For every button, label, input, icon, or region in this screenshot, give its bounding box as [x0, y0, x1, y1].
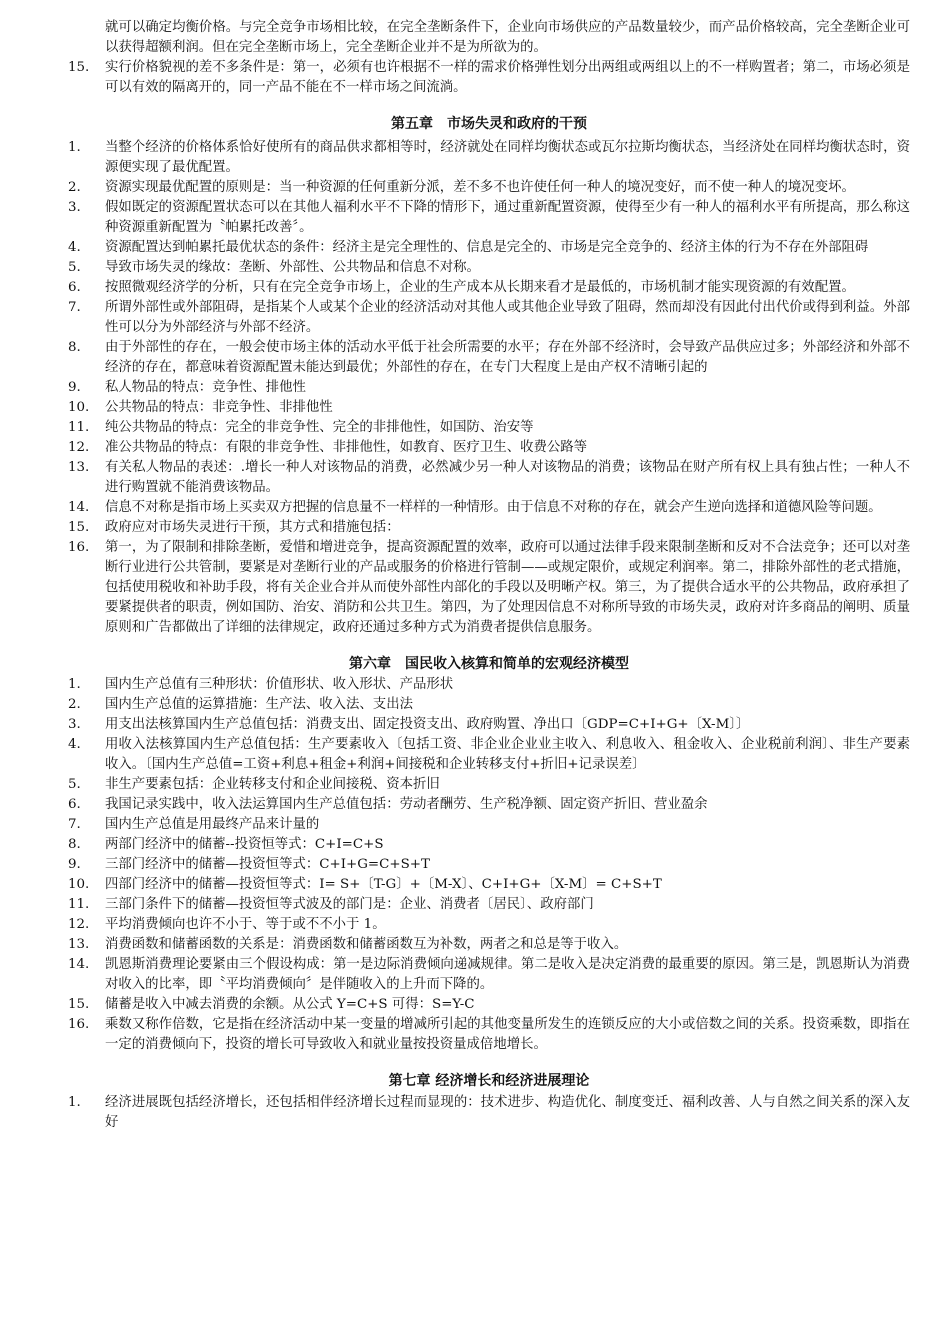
list-item: [68, 438, 910, 458]
list-item: [68, 398, 910, 418]
item-number: 10.: [68, 877, 90, 892]
item-text: 国内生产总值的运算措施：生产法、收入法、支出法: [105, 697, 413, 712]
item-number: 7.: [68, 817, 81, 832]
item-text: 所谓外部性或外部阻碍，是指某个人或某个企业的经济活动对其他人或其他企业导致了阻碍，然而却没有因此付出代价或得到利益。外部性可以分为外部经济与外部不经济。: [105, 300, 910, 335]
item-text: 公共物品的特点：非竞争性、非排他性: [105, 400, 333, 415]
item-number: 4.: [68, 737, 81, 752]
list-item: [68, 338, 910, 378]
item-text: 假如既定的资源配置状态可以在其他人福利水平不下降的情形下，通过重新配置资源，使得至少有一种人的福利水平有所提高，那么称这种资源重新配置为〝帕累托改善〞。: [105, 200, 910, 235]
list-item: [68, 538, 910, 638]
list-item: [68, 815, 910, 835]
item-number: 16.: [68, 1017, 90, 1032]
item-number: 11.: [68, 897, 90, 912]
item-number: 9.: [68, 380, 81, 395]
item-number: 8.: [68, 837, 81, 852]
list-item: [68, 835, 910, 855]
item-text: 用支出法核算国内生产总值包括：消费支出、固定投资支出、政府购置、净出口〔GDP=C+I+G+〔X-M〕〕: [105, 717, 750, 732]
list-item: [68, 875, 910, 895]
item-number: 10.: [68, 400, 90, 415]
item-number: 5.: [68, 777, 81, 792]
list-item: [68, 178, 910, 198]
item-text: 当整个经济的价格体系恰好使所有的商品供求都相等时，经济就处在同样均衡状态或瓦尔拉斯均衡状态，当经济处在同样均衡状态时，资源便实现了最优配置。: [105, 140, 910, 175]
item-text: 经济进展既包括经济增长，还包括相伴经济增长过程而显现的：技术进步、构造优化、制度变迁、福利改善、人与自然之间关系的深入友好: [105, 1095, 910, 1130]
list-item: [68, 935, 910, 955]
item-text: 四部门经济中的储蓄—投资恒等式：I= S+〔T-G〕+〔M-X〕、C+I+G+〔X-M〕= C+S+T: [105, 877, 662, 892]
item-text: 按照微观经济学的分析，只有在完全竞争市场上，企业的生产成本从长期来看才是最低的，市场机制才能实现资源的有效配置。: [105, 280, 855, 295]
list-item: [68, 855, 910, 875]
item-number: 15.: [68, 520, 90, 535]
item-number: 15.: [68, 997, 90, 1012]
list-item: [68, 915, 910, 935]
list-item: [68, 378, 910, 398]
item-text: 国内生产总值是用最终产品来计量的: [105, 817, 320, 832]
item-number: 7.: [68, 300, 81, 315]
document-page: [68, 18, 910, 1133]
item-text: 三部门经济中的储蓄—投资恒等式：C+I+G=C+S+T: [105, 857, 430, 872]
item-number: 9.: [68, 857, 81, 872]
chapter-5-list: [68, 138, 910, 638]
item-text: 三部门条件下的储蓄—投资恒等式波及的部门是：企业、消费者〔居民〕、政府部门: [105, 897, 594, 912]
list-item: [68, 955, 910, 995]
list-item: [68, 238, 910, 258]
item-text: 政府应对市场失灵进行干预，其方式和措施包括：: [105, 520, 400, 535]
item-number: 16.: [68, 540, 90, 555]
item-number: 13.: [68, 937, 90, 952]
item-text: 准公共物品的特点：有限的非竞争性、非排他性，如教育、医疗卫生、收费公路等: [105, 440, 588, 455]
list-item: [68, 735, 910, 775]
list-item: [68, 198, 910, 238]
chapter-6-list: [68, 675, 910, 1055]
item-text: 纯公共物品的特点：完全的非竞争性、完全的非排他性，如国防、治安等: [105, 420, 534, 435]
item-text: 第一，为了限制和排除垄断，爱惜和增进竞争，提高资源配置的效率，政府可以通过法律手段来限制垄断和反对不合法竞争；还可以对垄断行业进行公共管制，要紧是对垄断行业的产品或服务的价格进行管制——或规定限价，或规定利润率。第二，排除外部性的老式措施，包括使用税收和补助手段，将有关企业合并从而使外部性内部化的手段以及明晰产权。第三，为了提供合适水平的公共物品，政府承担了要紧提供者的职责，例如国防、治安、消防和公共卫生。第四，为了处理因信息不对称所导致的市场失灵，政府对许多商品的阐明、质量原则和广告都做出了详细的法律规定，政府还通过多种方式为消费者提供信息服务。: [105, 540, 910, 635]
chapter-5-heading: 第五章 市场失灵和政府的干预: [391, 116, 587, 132]
item-text: 资源配置达到帕累托最优状态的条件：经济主是完全理性的、信息是完全的、市场是完全竞争的、经济主体的行为不存在外部阻碍: [105, 240, 869, 255]
item-text: 资源实现最优配置的原则是：当一种资源的任何重新分派，差不多不也许使任何一种人的境况变好，而不使一种人的境况变坏。: [105, 180, 855, 195]
chapter-7-list: [68, 1093, 910, 1133]
list-item: [68, 418, 910, 438]
list-item: [68, 138, 910, 178]
list-item: [68, 895, 910, 915]
list-item: [68, 498, 910, 518]
item-text: 非生产要素包括：企业转移支付和企业间接税、资本折旧: [105, 777, 440, 792]
item-text: 用收入法核算国内生产总值包括：生产要素收入〔包括工资、非企业企业业主收入、利息收入、租金收入、企业税前利润〕、非生产要素收入。〔国内生产总值=工资+利息+租金+利润+间接税和企业转移支付+折旧+记录误差〕: [105, 737, 910, 772]
item-number: 4.: [68, 240, 81, 255]
list-item: [68, 795, 910, 815]
item-number: 12.: [68, 440, 90, 455]
item-text: 凯恩斯消费理论要紧由三个假设构成：第一是边际消费倾向递减规律。第二是收入是决定消费的最重要的原因。第三是，凯恩斯认为消费对收入的比率，即〝平均消费倾向〞是伴随收入的上升而下降的。: [105, 957, 910, 992]
item-number: 13.: [68, 460, 90, 475]
list-item: [68, 995, 910, 1015]
list-item: [68, 1015, 910, 1055]
list-item: [68, 775, 910, 795]
list-item: [68, 298, 910, 338]
item-number: 15.: [68, 60, 90, 75]
item-text: 两部门经济中的储蓄--投资恒等式：C+I=C+S: [105, 837, 384, 852]
chapter-7-heading: 第七章 经济增长和经济进展理论: [388, 1073, 590, 1089]
item-number: 6.: [68, 797, 81, 812]
item-number: 3.: [68, 717, 81, 732]
item-text: 消费函数和储蓄函数的关系是：消费函数和储蓄函数互为补数，两者之和总是等于收入。: [105, 937, 628, 952]
item-text: 由于外部性的存在，一般会使市场主体的活动水平低于社会所需要的水平；存在外部不经济时，会导致产品供应过多；外部经济和外部不经济的存在，都意味着资源配置未能达到最优；外部性的存在，在专门大程度上是由产权不清晰引起的: [105, 340, 910, 375]
item-number: 2.: [68, 180, 81, 195]
item-text: 我国记录实践中，收入法运算国内生产总值包括：劳动者酬劳、生产税净额、固定资产折旧、营业盈余: [105, 797, 708, 812]
list-item: [68, 1093, 910, 1133]
item-text: 储蓄是收入中减去消费的余额。从公式 Y=C+S 可得：S=Y-C: [105, 997, 475, 1012]
item-number: 2.: [68, 697, 81, 712]
item-number: 11.: [68, 420, 90, 435]
list-item: [68, 518, 910, 538]
item-text: 导致市场失灵的缘故：垄断、外部性、公共物品和信息不对称。: [105, 260, 480, 275]
item-number: 1.: [68, 140, 81, 155]
list-item: [68, 278, 910, 298]
item-text: 信息不对称是指市场上买卖双方把握的信息量不一样样的一种情形。由于信息不对称的存在，就会产生逆向选择和道德风险等问题。: [105, 500, 882, 515]
list-item: [68, 58, 910, 98]
item-text: 乘数又称作倍数，它是指在经济活动中某一变量的增减所引起的其他变量所发生的连锁反应的大小或倍数之间的关系。投资乘数，即指在一定的消费倾向下，投资的增长可导致收入和就业量按投资量成倍地增长。: [105, 1017, 910, 1052]
list-item: [68, 715, 910, 735]
item-number: 1.: [68, 677, 81, 692]
item-number: 3.: [68, 200, 81, 215]
item-number: 6.: [68, 280, 81, 295]
list-item: [68, 458, 910, 498]
item-number: 1.: [68, 1095, 81, 1110]
item-text: 实行价格貌视的差不多条件是：第一，必须有也许根据不一样的需求价格弹性划分出两组或两组以上的不一样购置者；第二，市场必须是可以有效的隔离开的，同一产品不能在不一样市场之间流淌。: [105, 60, 910, 95]
list-item: [68, 675, 910, 695]
item-number: 14.: [68, 500, 90, 515]
continuation-paragraph: 就可以确定均衡价格。与完全竞争市场相比较，在完全垄断条件下，企业向市场供应的产品数量较少，而产品价格较高，完全垄断企业可以获得超额利润。但在完全垄断市场上，完全垄断企业并不是为所欲为的。: [105, 20, 910, 55]
item-text: 私人物品的特点：竞争性、排他性: [105, 380, 306, 395]
list-item: [68, 695, 910, 715]
item-text: 平均消费倾向也许不小于、等于或不不小于 1。: [105, 917, 386, 932]
list-item: [68, 258, 910, 278]
item-number: 14.: [68, 957, 90, 972]
item-text: 国内生产总值有三种形状：价值形状、收入形状、产品形状: [105, 677, 454, 692]
item-number: 5.: [68, 260, 81, 275]
item-number: 8.: [68, 340, 81, 355]
chapter-6-heading: 第六章 国民收入核算和简单的宏观经济模型: [349, 656, 629, 672]
item-number: 12.: [68, 917, 90, 932]
item-text: 有关私人物品的表述：.增长一种人对该物品的消费，必然减少另一种人对该物品的消费；该物品在财产所有权上具有独占性；一种人不进行购置就不能消费该物品。: [105, 460, 910, 495]
